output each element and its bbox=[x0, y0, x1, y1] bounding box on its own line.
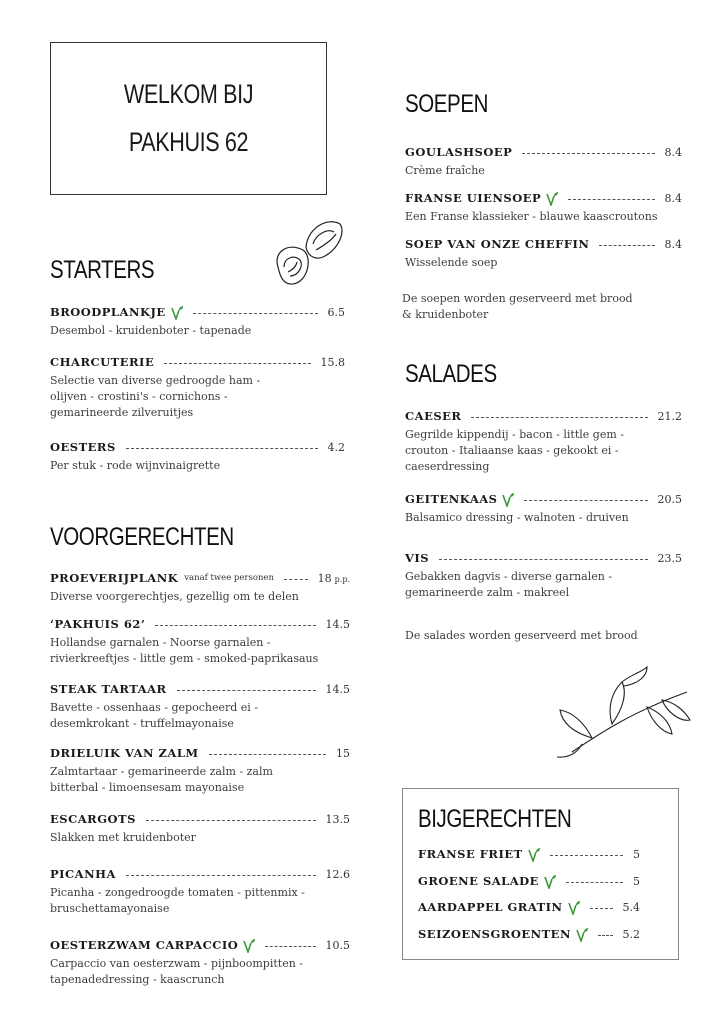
description-line: rivierkreeftjes - little gem - smoked-paprikasaus bbox=[50, 652, 319, 665]
price-value: 18 bbox=[317, 571, 332, 585]
price-value: 4.2 bbox=[327, 440, 345, 454]
item-description bbox=[50, 885, 350, 917]
dotted-leader bbox=[265, 946, 315, 947]
item-price bbox=[318, 572, 350, 585]
price-value: 8.4 bbox=[664, 191, 682, 205]
description-line: Diverse voorgerechtjes, gezellig om te delen bbox=[50, 590, 299, 603]
item-name: PROEVERIJPLANK bbox=[50, 571, 179, 585]
item-name: AARDAPPEL GRATIN bbox=[418, 900, 563, 914]
item-price bbox=[665, 238, 683, 251]
price-value: 13.5 bbox=[325, 812, 350, 826]
description-line: bitterbal - limoensesam mayonaise bbox=[50, 781, 245, 794]
item-name: DRIELUIK VAN ZALM bbox=[50, 746, 199, 760]
dotted-leader bbox=[177, 690, 316, 691]
item-price bbox=[658, 410, 683, 423]
dotted-leader bbox=[155, 625, 315, 626]
description-line: Een Franse klassieker - blauwe kaascroutons bbox=[405, 210, 658, 223]
item-description bbox=[50, 830, 350, 846]
dotted-leader bbox=[439, 559, 647, 560]
menu-item bbox=[50, 438, 345, 474]
item-name: FRANSE FRIET bbox=[418, 847, 523, 861]
menu-item bbox=[50, 569, 350, 605]
item-description bbox=[405, 510, 682, 526]
price-value: 14.5 bbox=[325, 617, 350, 631]
welcome-line-2: PAKHUIS 62 bbox=[128, 127, 249, 157]
section-title-soepen: SOEPEN bbox=[405, 90, 488, 118]
menu-item bbox=[405, 407, 682, 475]
price-value: 20.5 bbox=[657, 492, 682, 506]
soepen-note-line: De soepen worden geserveerd met brood bbox=[402, 292, 633, 305]
section-title-bijgerechten: BIJGERECHTEN bbox=[418, 805, 572, 833]
item-description bbox=[50, 589, 350, 605]
price-value: 15.8 bbox=[320, 355, 345, 369]
item-price bbox=[326, 868, 351, 881]
item-description bbox=[405, 569, 682, 601]
menu-item bbox=[418, 925, 640, 943]
description-line: Per stuk - rode wijnvinaigrette bbox=[50, 459, 221, 472]
description-line: caeserdressing bbox=[405, 460, 490, 473]
item-price bbox=[633, 875, 640, 888]
dotted-leader bbox=[550, 855, 623, 856]
vegetarian-leaf-icon bbox=[502, 492, 514, 506]
dotted-leader bbox=[209, 754, 326, 755]
item-price bbox=[623, 928, 641, 941]
description-line: gemarineerde zalm - makreel bbox=[405, 586, 570, 599]
item-name: SOEP VAN ONZE CHEFFIN bbox=[405, 237, 590, 251]
menu-item bbox=[405, 490, 682, 526]
menu-item bbox=[50, 744, 350, 796]
dotted-leader bbox=[599, 245, 654, 246]
price-value: 14.5 bbox=[325, 682, 350, 696]
item-price bbox=[658, 552, 683, 565]
price-value: 8.4 bbox=[664, 237, 682, 251]
description-line: gemarineerde zilveruitjes bbox=[50, 406, 194, 419]
item-name: OESTERS bbox=[50, 440, 116, 454]
description-line: Picanha - zongedroogde tomaten - pittenmix - bbox=[50, 886, 305, 899]
description-line: Balsamico dressing - walnoten - druiven bbox=[405, 511, 629, 524]
item-description bbox=[50, 635, 350, 667]
description-line: Gebakken dagvis - diverse garnalen - bbox=[405, 570, 613, 583]
menu-item bbox=[418, 872, 640, 890]
item-name: BROODPLANKJE bbox=[50, 305, 166, 319]
item-price bbox=[336, 747, 350, 760]
menu-item bbox=[405, 549, 682, 601]
menu-item bbox=[405, 189, 682, 225]
menu-item bbox=[50, 303, 345, 339]
description-line: Carpaccio van oesterzwam - pijnboompitten - bbox=[50, 957, 303, 970]
item-description bbox=[405, 209, 682, 225]
item-name: CHARCUTERIE bbox=[50, 355, 155, 369]
section-title-salades: SALADES bbox=[405, 360, 497, 388]
item-price bbox=[326, 683, 351, 696]
item-name: GEITENKAAS bbox=[405, 492, 498, 506]
soepen-note bbox=[402, 291, 633, 323]
item-name: PICANHA bbox=[50, 867, 116, 881]
description-line: crouton - Italiaanse kaas - gekookt ei - bbox=[405, 444, 619, 457]
description-line: Wisselende soep bbox=[405, 256, 498, 269]
item-price bbox=[658, 493, 683, 506]
dotted-leader bbox=[126, 448, 318, 449]
description-line: Desembol - kruidenboter - tapenade bbox=[50, 324, 252, 337]
vegetarian-leaf-icon bbox=[568, 900, 580, 914]
item-price bbox=[326, 939, 351, 952]
item-name: VIS bbox=[405, 551, 430, 565]
vegetarian-leaf-icon bbox=[528, 847, 540, 861]
dotted-leader bbox=[471, 417, 647, 418]
item-description bbox=[50, 458, 345, 474]
menu-item bbox=[50, 353, 345, 421]
item-description bbox=[50, 956, 350, 988]
item-price bbox=[665, 146, 683, 159]
description-line: Bavette - ossenhaas - gepocheerd ei - bbox=[50, 701, 259, 714]
description-line: desemkrokant - truffelmayonaise bbox=[50, 717, 234, 730]
section-title-starters: STARTERS bbox=[50, 256, 155, 284]
dotted-leader bbox=[524, 500, 647, 501]
price-value: 5 bbox=[633, 874, 640, 888]
price-value: 5.2 bbox=[622, 927, 640, 941]
price-value: 6.5 bbox=[327, 305, 345, 319]
item-description bbox=[50, 323, 345, 339]
description-line: bruschettamayonaise bbox=[50, 902, 170, 915]
dotted-leader bbox=[566, 882, 623, 883]
price-value: 23.5 bbox=[657, 551, 682, 565]
item-description bbox=[50, 700, 350, 732]
salades-note-line: De salades worden geserveerd met brood bbox=[405, 629, 638, 642]
item-name: OESTERZWAM CARPACCIO bbox=[50, 938, 239, 952]
item-name: CAESER bbox=[405, 409, 462, 423]
item-note: vanaf twee personen bbox=[184, 573, 274, 583]
item-description bbox=[405, 427, 682, 475]
dotted-leader bbox=[284, 579, 308, 580]
item-name: ‘PAKHUIS 62’ bbox=[50, 617, 146, 631]
item-name: GOULASHSOEP bbox=[405, 145, 513, 159]
vegetarian-leaf-icon bbox=[243, 938, 255, 952]
price-value: 5 bbox=[633, 847, 640, 861]
dotted-leader bbox=[522, 153, 654, 154]
description-line: Crème fraîche bbox=[405, 164, 485, 177]
item-price bbox=[321, 356, 346, 369]
section-title-voorgerechten: VOORGERECHTEN bbox=[50, 523, 234, 551]
item-name: GROENE SALADE bbox=[418, 874, 539, 888]
item-name: STEAK TARTAAR bbox=[50, 682, 167, 696]
description-line: Slakken met kruidenboter bbox=[50, 831, 196, 844]
menu-item bbox=[50, 680, 350, 732]
menu-item bbox=[405, 143, 682, 179]
description-line: Gegrilde kippendij - bacon - little gem - bbox=[405, 428, 624, 441]
price-value: 12.6 bbox=[325, 867, 350, 881]
price-value: 5.4 bbox=[622, 900, 640, 914]
dotted-leader bbox=[126, 875, 316, 876]
dotted-leader bbox=[146, 820, 316, 821]
item-price bbox=[328, 306, 346, 319]
price-unit: p.p. bbox=[334, 574, 350, 584]
welcome-line-1: WELKOM BIJ bbox=[123, 79, 254, 109]
item-description bbox=[50, 764, 350, 796]
item-price bbox=[633, 848, 640, 861]
menu-item bbox=[418, 898, 640, 916]
dotted-leader bbox=[568, 199, 654, 200]
menu-item bbox=[50, 865, 350, 917]
vegetarian-leaf-icon bbox=[171, 305, 183, 319]
menu-item bbox=[50, 810, 350, 846]
item-name: SEIZOENSGROENTEN bbox=[418, 927, 571, 941]
menu-item bbox=[50, 936, 350, 988]
description-line: Selectie van diverse gedroogde ham - bbox=[50, 374, 261, 387]
dotted-leader bbox=[164, 363, 310, 364]
oyster-illustration bbox=[268, 212, 348, 292]
parsley-illustration bbox=[552, 662, 692, 762]
item-name: FRANSE UIENSOEP bbox=[405, 191, 542, 205]
item-price bbox=[328, 441, 346, 454]
description-line: Zalmtartaar - gemarineerde zalm - zalm bbox=[50, 765, 273, 778]
item-name: ESCARGOTS bbox=[50, 812, 136, 826]
price-value: 8.4 bbox=[664, 145, 682, 159]
menu-item bbox=[405, 235, 682, 271]
item-price bbox=[623, 901, 641, 914]
vegetarian-leaf-icon bbox=[544, 874, 556, 888]
dotted-leader bbox=[598, 935, 613, 936]
item-description bbox=[405, 255, 682, 271]
vegetarian-leaf-icon bbox=[576, 927, 588, 941]
dotted-leader bbox=[193, 313, 318, 314]
salades-note bbox=[405, 628, 638, 644]
item-description bbox=[50, 373, 345, 421]
menu-item bbox=[50, 615, 350, 667]
item-price bbox=[326, 813, 351, 826]
item-price bbox=[665, 192, 683, 205]
dotted-leader bbox=[590, 908, 613, 909]
item-price bbox=[326, 618, 351, 631]
description-line: tapenadedressing - kaascrunch bbox=[50, 973, 225, 986]
description-line: Hollandse garnalen - Noorse garnalen - bbox=[50, 636, 271, 649]
vegetarian-leaf-icon bbox=[546, 191, 558, 205]
price-value: 21.2 bbox=[657, 409, 682, 423]
description-line: olijven - crostini's - cornichons - bbox=[50, 390, 228, 403]
price-value: 15 bbox=[336, 746, 350, 760]
menu-item bbox=[418, 845, 640, 863]
price-value: 10.5 bbox=[325, 938, 350, 952]
item-description bbox=[405, 163, 682, 179]
welcome-box bbox=[50, 42, 327, 195]
soepen-note-line: & kruidenboter bbox=[402, 308, 489, 321]
